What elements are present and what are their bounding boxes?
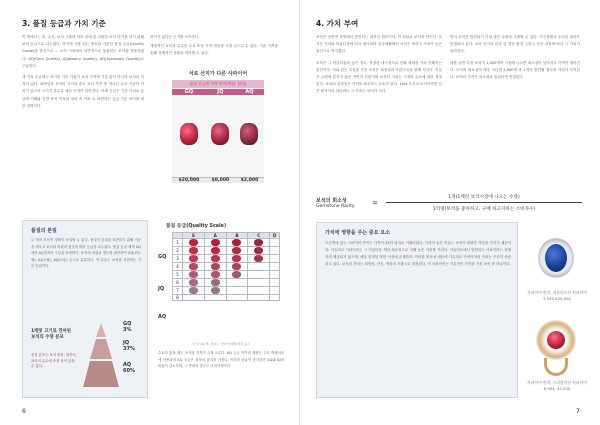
pyramid-tier-jq: [90, 339, 112, 359]
grade-jq: JQ: [206, 89, 235, 95]
scale-row-aq: AQ: [158, 314, 167, 320]
right-col2-text: [450, 34, 580, 81]
left-col2-text: [150, 34, 278, 58]
page-heading: 4. 가치 부여: [316, 19, 359, 28]
scale-caption: 수요가 많을 때는 보석의 가격이 크게 오른다. AQ 등급 이하의 제품은 주로 액세서리에 사용되며 GQ 등급은 최상의 품질을 가진다. 이러한 비율이 증가하면 GQ와 JQ의 비율이 감소하며, 그 반대의 경우도 마찬가지이다.: [158, 351, 284, 369]
paragraph: 보석은 일반적 자연에서 발견되는 희귀한 원료이다. 이 원료로 보석을 만든다. 보석은 가치와 아름다움에 따라 평가되며 일상생활에서 보석은 귀하고 가치가 높은 물건으로 여겨졌다.: [316, 35, 442, 54]
formula-label-en: Gemstone Rarity: [316, 204, 355, 209]
ruby-aq-image: [235, 95, 264, 177]
scale-table: S A B C D 1 2 3 4 5 6 7 8: [172, 232, 280, 301]
ruby-table: [172, 89, 264, 183]
paragraph: 계절적인 요인과 특수한 수요 또한 가격 변동을 크게 일으킬 수 있다. 기준 가격을 통해 전체적인 상황을 파악할 수 있다.: [150, 44, 278, 56]
tier-label-aq: AQ 60%: [123, 362, 135, 374]
scale-row-jq: JQ: [158, 286, 165, 292]
image-caption-1: 사파이어 반지, 카슈미르산 사파이어: [527, 290, 587, 295]
formula-denominator: 1억명(보석을 좋아하고, 구매 하고자하는 소비자수): [432, 207, 536, 212]
page-number: 6: [22, 408, 26, 415]
quality-pyramid: [81, 321, 121, 391]
image-price-2: 8,994, 52,500: [543, 386, 571, 391]
ruby-panel: [172, 70, 264, 200]
paragraph: 보석은 그 아름다움과 높은 경도, 적절한 내구성으로 인해 세대를 거쳐 전해지는 물건이다. 이와 같은 특성을 가진 보석은 희귀성과 아름다움을 함께 지닌다. 이들은 주변에 흔하지 않은 자연의 산물이며 보석의 가치는 시장의 수요에 따라 결정된다. 보석의 희귀성은 가격을 좌우하는 요소가 된다. 10ct 크기의 보석이라면 같은 원석이라 하더라도 그 가치는 차이가 크다.: [316, 60, 442, 94]
right-col1-text: [316, 34, 442, 96]
scale-col-c: C: [248, 233, 270, 239]
tier-label-jq: JQ 37%: [123, 340, 135, 352]
scale-col-a: A: [204, 233, 226, 239]
page-number: 7: [576, 408, 580, 415]
scale-col-d: D: [270, 233, 280, 239]
grade-gq: GQ: [172, 89, 206, 95]
value-box-title: 가치에 영향을 주는 중요 요소: [325, 230, 390, 236]
quality-box-text: 두 개의 보석이 정확히 동일할 수 없다. 품질의 본질을 표현하기 위해 기준을 세우고 보석의 외관과 품질에 따라 등급을 나누었다. 품질 등급 체계 GQ에서 AQ까지의 구분을 표현한다. 보석의 외관과 명도를 판단하여 GQ(최우량), JQ(우량), AQ(보통) 등으로 분류한다. 이 분류는 보석을 표현하는 기본 단위이다.: [31, 238, 141, 269]
ruby-panel-title: 서로 산지가 다른 사파이어: [188, 71, 248, 77]
pyramid-tier-gq: [96, 323, 106, 337]
formula-numerator: 1개(1캐럿 보석시장에 나오는 수량): [386, 194, 582, 203]
quality-box-title: 품질의 본질: [31, 228, 57, 234]
price-gq: $20,000: [172, 177, 206, 183]
ruby-panel-subtitle: 품질 등급별 가격 차이(단위: 달러): [172, 80, 264, 88]
sapphire-ring-image: [524, 232, 588, 290]
ruby-ring-image: [526, 316, 586, 378]
price-jq: $8,000: [206, 177, 235, 183]
paragraph: 재 가치 등급에는 표시된 기준 가치가 보석 가격에 기준 값이 아니라 보석의 가격이 있다. 희귀성과 보석의 크기의 중요 보석 가격 중 하나인 수치 기준이 가치가 있으며 크기가 클수록 세부 가격이 달라진다. 아래 등급은 기준 가치로 등급에 이해와 일반 보석 이상의 정의 속 가치 로 표현하는 등급 기준 차이에 대한 설명이다.: [22, 75, 144, 108]
paragraph: 예를 들면 특정 보석이 1,000개씩 시장에 나오면 희소성이 낮아지고 가격이 떨어진다. 보석의 희소성이 매우 크다면 1,000개 중 1개가 발견될 정도의 가치가 부여된다. 보석의 가격은 희소성과 밀접하게 연결된다.: [450, 60, 580, 80]
value-box: [316, 222, 518, 398]
price-aq: $2,000: [235, 177, 264, 183]
image-price-1: 2,540,520,000: [543, 296, 571, 301]
right-page: [300, 0, 600, 425]
rarity-formula: [316, 192, 584, 218]
paragraph: 이 책에서는 좀, 수저, 보석 그룹에 따라 판매 및 다양한 보석 단가를 알기 위해 보석 등급으로 나누었다. 여기에 사용 되는 중요한 기준인 품질 등급(Quality Grade)을 중심으로 ... 보석 시장에서 일반적으로 통용되는 보석을 적용하였다. GQ(Gem Quality), JQ(Jewelry Quality), AQ(Accessory Quality)로 구분한다.: [22, 35, 144, 68]
value-box-text: 오른쪽에 있는 사파이어 반지는 가격이 25만 달러로 거래되었다. 가격이 높은 이유는 보석이 희귀한 색상을 가지기 때문이다. 카슈미르 사파이어는 그 아름다운 색과 희소성으로 인해 높은 가치를 가진다. 카슈미르에서 발견되는 사파이어는 현재 거의 채굴되지 않으며, 매우 한정된 양만 시장에 존재한다. 이러한 희소성 때문에 카슈미르 사파이어의 가치는 꾸준히 상승하고 있다. 보석의 가치는 희귀성, 산지, 색상의 조합으로 결정된다. 이 사파이어는 기록적인 가격을 가진 보석 중 하나이다.: [325, 241, 511, 266]
ruby-jq-image: [206, 95, 235, 177]
pyramid-labels: [123, 321, 135, 374]
left-col1-text: [22, 34, 144, 110]
scale-note: 각 보석의 색, 투명도, 연마 상태에 따라 표시: [192, 342, 250, 346]
scale-col-s: S: [183, 233, 205, 239]
page-heading: 3. 품질 등급과 가치 기준: [22, 19, 106, 28]
image-caption-2: 사파이어 반지, 스리랑카산 사파이어: [527, 380, 587, 385]
scale-col-b: B: [226, 233, 248, 239]
grade-aq: AQ: [235, 89, 264, 95]
tier-label-gq: GQ 3%: [123, 321, 132, 333]
pyramid-title: 1캐럿 크기로 연마된 보석의 수량 분포: [31, 329, 72, 340]
ruby-gq-image: [172, 95, 206, 177]
quality-box: [22, 220, 148, 398]
scale-row-gq: GQ: [158, 254, 167, 260]
scale-title: 품질 등급(Quality Scale): [166, 224, 227, 229]
paragraph: 차이가 없다는 근거를 보여준다.: [150, 35, 200, 39]
pyramid-tier-aq: [83, 361, 119, 387]
pyramid-caption: 품질 분포는 보석 종류, 원산지, 처리의 유무에 종종 차이 있을 수 있다.: [31, 353, 77, 368]
paragraph: 방식 수익은 발견되기 가장 많은 수량을 추출할 수 있다. 지구상에서 우수한 광산은 한정되어 있다. 보석 산지의 특성 및 생산 환경 그리고 가공 과정에 따라 그 가치가 달라진다.: [450, 35, 580, 54]
quality-scale: [158, 222, 284, 370]
formula-label-ko: 보석의 희소성: [316, 198, 347, 204]
formula-equals: =: [372, 199, 378, 207]
